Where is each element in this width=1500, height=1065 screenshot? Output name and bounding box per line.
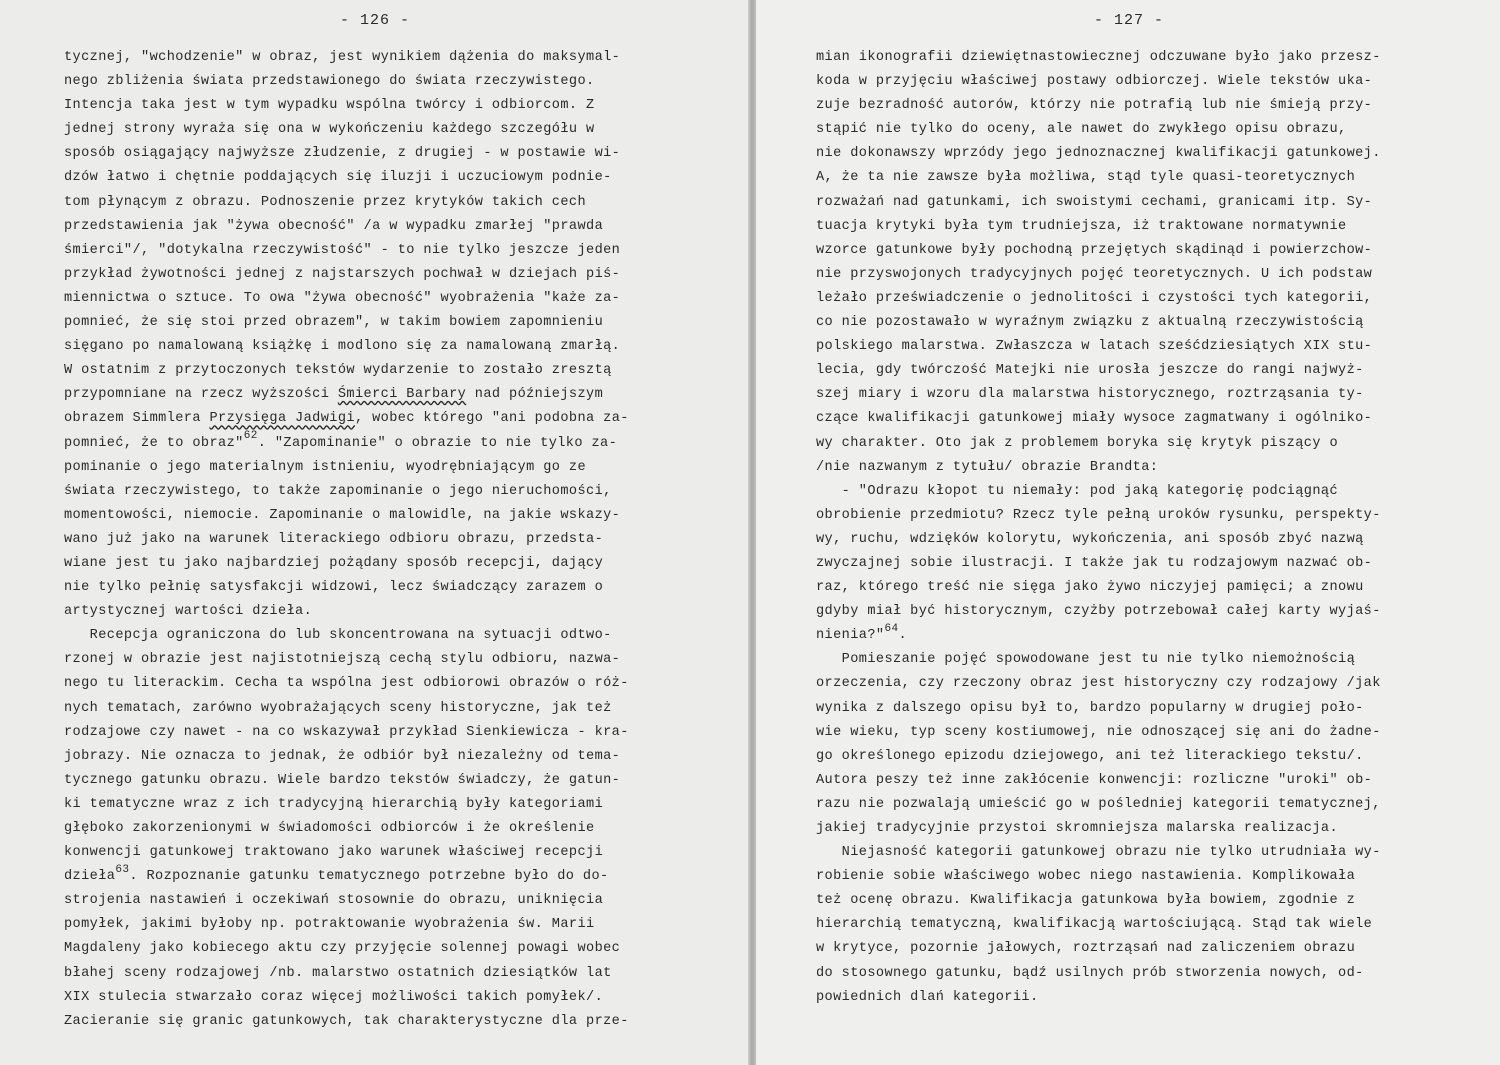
text-line: [64, 624, 629, 648]
text-line: [816, 697, 1381, 721]
line-text: konwencji gatunkowej traktowano jako warunek właściwej recepcji: [64, 845, 604, 861]
line-text: zwyczajnej sobie ilustracji. I także jak tu rodzajowym nazwać ob-: [816, 555, 1373, 571]
line-text: do stosownego gatunku, bądź usilnych prób stworzenia nowych, od-: [816, 965, 1364, 981]
text-line: [64, 359, 629, 383]
text-line: [816, 745, 1381, 769]
text-line: [816, 865, 1381, 889]
footnote-ref: 63: [115, 863, 130, 876]
line-text: Autora peszy też inne zakłócenie konwencji: rozliczne "uroki" ob-: [816, 772, 1373, 788]
text-line: [64, 46, 629, 70]
text-line: [816, 600, 1381, 624]
text-line: [816, 528, 1381, 552]
text-line: [816, 142, 1381, 166]
line-text: wano już jako na warunek literackiego odbioru obrazu, przedsta-: [64, 531, 604, 547]
text-line: [816, 504, 1381, 528]
line-text: Pomieszanie pojęć spowodowane jest tu nie tylko niemożnością: [816, 652, 1356, 668]
left-page-text: [64, 46, 629, 1034]
line-text: orzeczenia, czy rzeczony obraz jest historyczny czy rodzajowy /jak: [816, 676, 1381, 692]
text-line: [64, 528, 629, 552]
text-line: [64, 70, 629, 94]
line-text: dzieła: [64, 869, 116, 885]
line-text: śmierci"/, "dotykalna rzeczywistość" - to nie tylko jeszcze jeden: [64, 242, 621, 258]
text-line: [816, 962, 1381, 986]
text-line: [816, 769, 1381, 793]
text-line: [64, 986, 629, 1010]
text-line: [64, 937, 629, 961]
line-text: nie dokonawszy wprzódy jego jednoznacznej kwalifikacji gatunkowej.: [816, 146, 1381, 162]
text-line: [64, 287, 629, 311]
line-text: jobrazy. Nie oznacza to jednak, że odbiór był niezależny od tema-: [64, 748, 621, 764]
line-text: strojenia nastawień i oczekiwań stosownie do obrazu, uniknięcia: [64, 893, 604, 909]
line-text: Magdaleny jako kobiecego aktu czy przyjęcie solennej powagi wobec: [64, 941, 621, 957]
line-text: sposób osiągający najwyższe złudzenie, z drugiej - w postawie wi-: [64, 146, 621, 162]
text-line: [64, 793, 629, 817]
text-line: [816, 94, 1381, 118]
line-text: szej miary i wzoru dla malarstwa historycznego, roztrząsania ty-: [816, 387, 1364, 403]
line-text: nad późniejszym: [466, 387, 604, 403]
line-text: pominanie o jego materialnym istnieniu, wyodrębniającym go ze: [64, 459, 587, 475]
line-text: robienie sobie właściwego wobec niego nastawienia. Komplikowała: [816, 869, 1356, 885]
line-text: głęboko zakorzenionymi w świadomości odbiorców i że określenie: [64, 821, 595, 836]
text-line: [64, 576, 629, 600]
text-line: [816, 937, 1381, 961]
line-text: nych tematach, zarówno wyobrażających sceny historyczne, jak też: [64, 700, 612, 716]
text-line: [816, 239, 1381, 263]
text-line: [64, 239, 629, 263]
text-line: [64, 865, 629, 889]
text-line: [64, 456, 629, 480]
line-text: przypomniane na rzecz wyższości: [64, 387, 338, 403]
right-page-text: [816, 46, 1381, 1010]
text-line: [816, 335, 1381, 359]
text-line: [64, 672, 629, 696]
text-line: [64, 600, 629, 624]
text-line: [816, 287, 1381, 311]
line-text: rodzajowe czy nawet - na co wskazywał przykład Sienkiewicza - kra-: [64, 724, 629, 740]
text-line: [64, 191, 629, 215]
line-text: pomyłek, jakimi byłoby np. potraktowanie wyobrażenia św. Marii: [64, 917, 595, 933]
right-page: [756, 0, 1500, 1065]
text-line: [64, 962, 629, 986]
line-text: stąpić nie tylko do oceny, ale nawet do zwykłego opisu obrazu,: [816, 122, 1347, 138]
text-line: [816, 407, 1381, 431]
text-line: [64, 118, 629, 142]
line-text: też ocenę obrazu. Kwalifikacja gatunkowa była bowiem, zgodnie z: [816, 893, 1356, 909]
line-text: dzów łatwo i chętnie poddających się iluzji i uczuciowym podnie-: [64, 170, 612, 186]
line-text: mian ikonografii dziewiętnastowiecznej odczuwane było jako przesz-: [816, 50, 1381, 65]
painting-title: Przysięga Jadwigi: [209, 411, 355, 427]
line-text: pomnieć, że to obraz": [64, 435, 244, 451]
line-text: świata rzeczywistego, to także zapominanie o jego nieruchomości,: [64, 483, 612, 499]
line-text: wy charakter. Oto jak z problemem boryka się krytyk piszący o: [816, 435, 1339, 451]
line-text: przedstawienia jak "żywa obecność" /a w wypadku zmarłej "prawda: [64, 218, 604, 234]
line-text: pomnieć, że się stoi przed obrazem", w takim bowiem zapomnieniu: [64, 315, 604, 331]
text-line: [64, 817, 629, 841]
text-line: [816, 721, 1381, 745]
line-text: /nie nazwanym z tytułu/ obrazie Brandta:: [816, 459, 1159, 475]
text-line: [64, 142, 629, 166]
text-line: [64, 1010, 629, 1034]
page-number-right: - 127 -: [1094, 12, 1165, 29]
line-text: polskiego malarstwa. Zwłaszcza w latach sześćdziesiątych XIX stu-: [816, 339, 1373, 355]
text-line: [64, 552, 629, 576]
line-text: nego tu literackim. Cecha ta wspólna jest odbiorowi obrazów o róż-: [64, 676, 629, 692]
text-line: [64, 648, 629, 672]
book-gutter: [748, 0, 756, 1065]
text-line: [64, 429, 629, 456]
line-text: jednej strony wyraża się ona w wykończeniu każdego szczegółu w: [64, 122, 595, 138]
line-text: wie wieku, typ sceny kostiumowej, nie odnoszącej się ani do żadne-: [816, 724, 1381, 740]
text-line: [816, 118, 1381, 142]
text-line: [64, 94, 629, 118]
line-text: , wobec którego "ani podobna za-: [354, 411, 629, 427]
line-text: czące kwalifikacji gatunkowej miały wysoce zagmatwany i ogólniko-: [816, 411, 1373, 427]
line-text: tuacja krytyki była tym trudniejsza, iż traktowane normatywnie: [816, 218, 1347, 234]
text-line: [64, 769, 629, 793]
line-text: W ostatnim z przytoczonych tekstów wydarzenie to zostało zresztą: [64, 363, 612, 379]
line-text: koda w przyjęciu właściwej postawy odbiorczej. Wiele tekstów uka-: [816, 74, 1373, 90]
text-line: [816, 359, 1381, 383]
footnote-ref: 62: [243, 429, 258, 442]
text-line: [64, 335, 629, 359]
line-text: leżało przeświadczenie o jednolitości i czystości tych kategorii,: [816, 290, 1373, 306]
line-text: wiane jest tu jako najbardziej pożądany sposób recepcji, dający: [64, 555, 604, 571]
text-line: [816, 841, 1381, 865]
page-number-left: - 126 -: [340, 12, 411, 29]
line-text: rozważań nad gatunkami, ich swoistymi cechami, granicami itp. Sy-: [816, 194, 1373, 210]
text-line: [64, 504, 629, 528]
line-text: powiednich dlań kategorii.: [816, 989, 1039, 1005]
text-line: [816, 191, 1381, 215]
line-text: tycznego gatunku obrazu. Wiele bardzo tekstów świadczy, że gatun-: [64, 772, 621, 788]
line-text: lecia, gdy twórczość Matejki nie urosła jeszcze do rangi najwyż-: [816, 363, 1364, 379]
line-text: wzorce gatunkowe były pochodną przejętych skądinąd i powierzchow-: [816, 242, 1373, 258]
text-line: [816, 986, 1381, 1010]
line-text: momentowości, niemocie. Zapominanie o malowidle, na jakie wskazy-: [64, 507, 621, 523]
text-line: [64, 745, 629, 769]
text-line: [64, 889, 629, 913]
line-text: ki tematyczne wraz z ich tradycyjną hierarchią były kategoriami: [64, 796, 604, 812]
line-text: . "Zapominanie" o obrazie to nie tylko za-: [257, 435, 618, 451]
line-text: wy, ruchu, wdzięków kolorytu, wykończenia, ani sposób zbyć nazwą: [816, 531, 1364, 547]
text-line: [816, 166, 1381, 190]
line-text: nie tylko pełnię satysfakcji widzowi, lecz świadczący zarazem o: [64, 580, 604, 596]
line-text: tycznej, "wchodzenie" w obraz, jest wynikiem dążenia do maksymal-: [64, 50, 621, 65]
line-text: . Rozpoznanie gatunku tematycznego potrzebne było do do-: [129, 869, 609, 885]
line-text: Niejasność kategorii gatunkowej obrazu nie tylko utrudniała wy-: [816, 845, 1381, 861]
painting-title: Śmierci Barbary: [337, 387, 467, 403]
line-text: razu nie pozwalają umieścić go w pośledniej kategorii tematycznej,: [816, 796, 1381, 812]
text-line: [64, 913, 629, 937]
text-line: [816, 432, 1381, 456]
line-text: - "Odrazu kłopot tu niemały: pod jaką kategorię podciągnąć: [816, 483, 1339, 499]
text-line: [64, 721, 629, 745]
text-line: [64, 263, 629, 287]
line-text: rzonej w obrazie jest najistotniejszą cechą stylu odbioru, nazwa-: [64, 652, 621, 668]
text-line: [816, 263, 1381, 287]
line-text: co nie pozostawało w wyraźnym związku z aktualną rzeczywistością: [816, 315, 1364, 331]
line-text: go określonego epizodu dziejowego, ani też literackiego tekstu/.: [816, 748, 1364, 764]
text-line: [816, 576, 1381, 600]
text-line: [816, 70, 1381, 94]
line-text: zuje bezradność autorów, którzy nie potrafią lub nie śmieją przy-: [816, 98, 1373, 114]
text-line: [64, 311, 629, 335]
line-text: nienia?": [816, 628, 885, 644]
text-line: [64, 215, 629, 239]
line-text: nie przyswojonych tradycyjnych pojęć teoretycznych. U ich podstaw: [816, 266, 1373, 282]
text-line: [816, 913, 1381, 937]
text-line: [64, 383, 629, 407]
line-text: błahej sceny rodzajowej /nb. malarstwo ostatnich dziesiątków lat: [64, 965, 612, 981]
text-line: [64, 841, 629, 865]
line-text: gdyby miał być historycznym, czyżby potrzebował całej karty wyjaś-: [816, 604, 1381, 620]
text-line: [816, 793, 1381, 817]
text-line: [816, 46, 1381, 70]
line-text: Recepcja ograniczona do lub skoncentrowana na sytuacji odtwo-: [64, 628, 612, 644]
text-line: [816, 672, 1381, 696]
line-text: przykład żywotności jednej z najstarszych pochwał w dziejach piś-: [64, 266, 621, 282]
text-line: [816, 817, 1381, 841]
text-line: [64, 407, 629, 431]
line-text: A, że ta nie zawsze była możliwa, stąd tyle quasi-teoretycznych: [816, 170, 1356, 186]
line-text: sięgano po namalowaną książkę i modlono się za namalowaną zmarłą.: [64, 339, 621, 355]
line-text: tom płynącym z obrazu. Podnoszenie przez krytyków takich cech: [64, 194, 587, 210]
text-line: [64, 480, 629, 504]
text-line: [816, 552, 1381, 576]
line-text: Intencja taka jest w tym wypadku wspólna twórcy i odbiorcom. Z: [64, 98, 595, 114]
text-line: [816, 383, 1381, 407]
line-text: XIX stulecia stwarzało coraz więcej możliwości takich pomyłek/.: [64, 989, 604, 1005]
line-text: artystycznej wartości dzieła.: [64, 604, 313, 620]
text-line: [816, 215, 1381, 239]
line-text: miennictwa o sztuce. To owa "żywa obecność" wyobrażenia "każe za-: [64, 290, 621, 306]
line-text: nego zbliżenia świata przedstawionego do świata rzeczywistego.: [64, 74, 595, 90]
line-text: Zacieranie się granic gatunkowych, tak charakterystyczne dla prze-: [64, 1013, 629, 1029]
text-line: [816, 624, 1381, 648]
text-line: [64, 697, 629, 721]
line-text: obrobienie przedmiotu? Rzecz tyle pełną uroków rysunku, perspekty-: [816, 507, 1381, 523]
line-text: jakiej tradycyjnie przystoi skromniejsza malarska realizacja.: [816, 821, 1339, 836]
text-line: [816, 648, 1381, 672]
line-text: wynika z dalszego opisu był to, bardzo popularny w drugiej poło-: [816, 700, 1364, 716]
footnote-ref: 64: [884, 622, 899, 635]
line-text: raz, którego treść nie sięga jako żywo niczyjej pamięci; a znowu: [816, 580, 1364, 596]
left-page: [0, 0, 748, 1065]
line-text: w krytyce, pozornie jałowych, roztrząsań nad zaliczeniem obrazu: [816, 941, 1356, 957]
line-text: .: [898, 628, 908, 644]
text-line: [816, 480, 1381, 504]
text-line: [64, 166, 629, 190]
line-text: hierarchią tematyczną, kwalifikacją wartościującą. Stąd tak wiele: [816, 917, 1373, 933]
text-line: [816, 456, 1381, 480]
line-text: obrazem Simmlera: [64, 411, 210, 427]
text-line: [816, 311, 1381, 335]
text-line: [816, 889, 1381, 913]
